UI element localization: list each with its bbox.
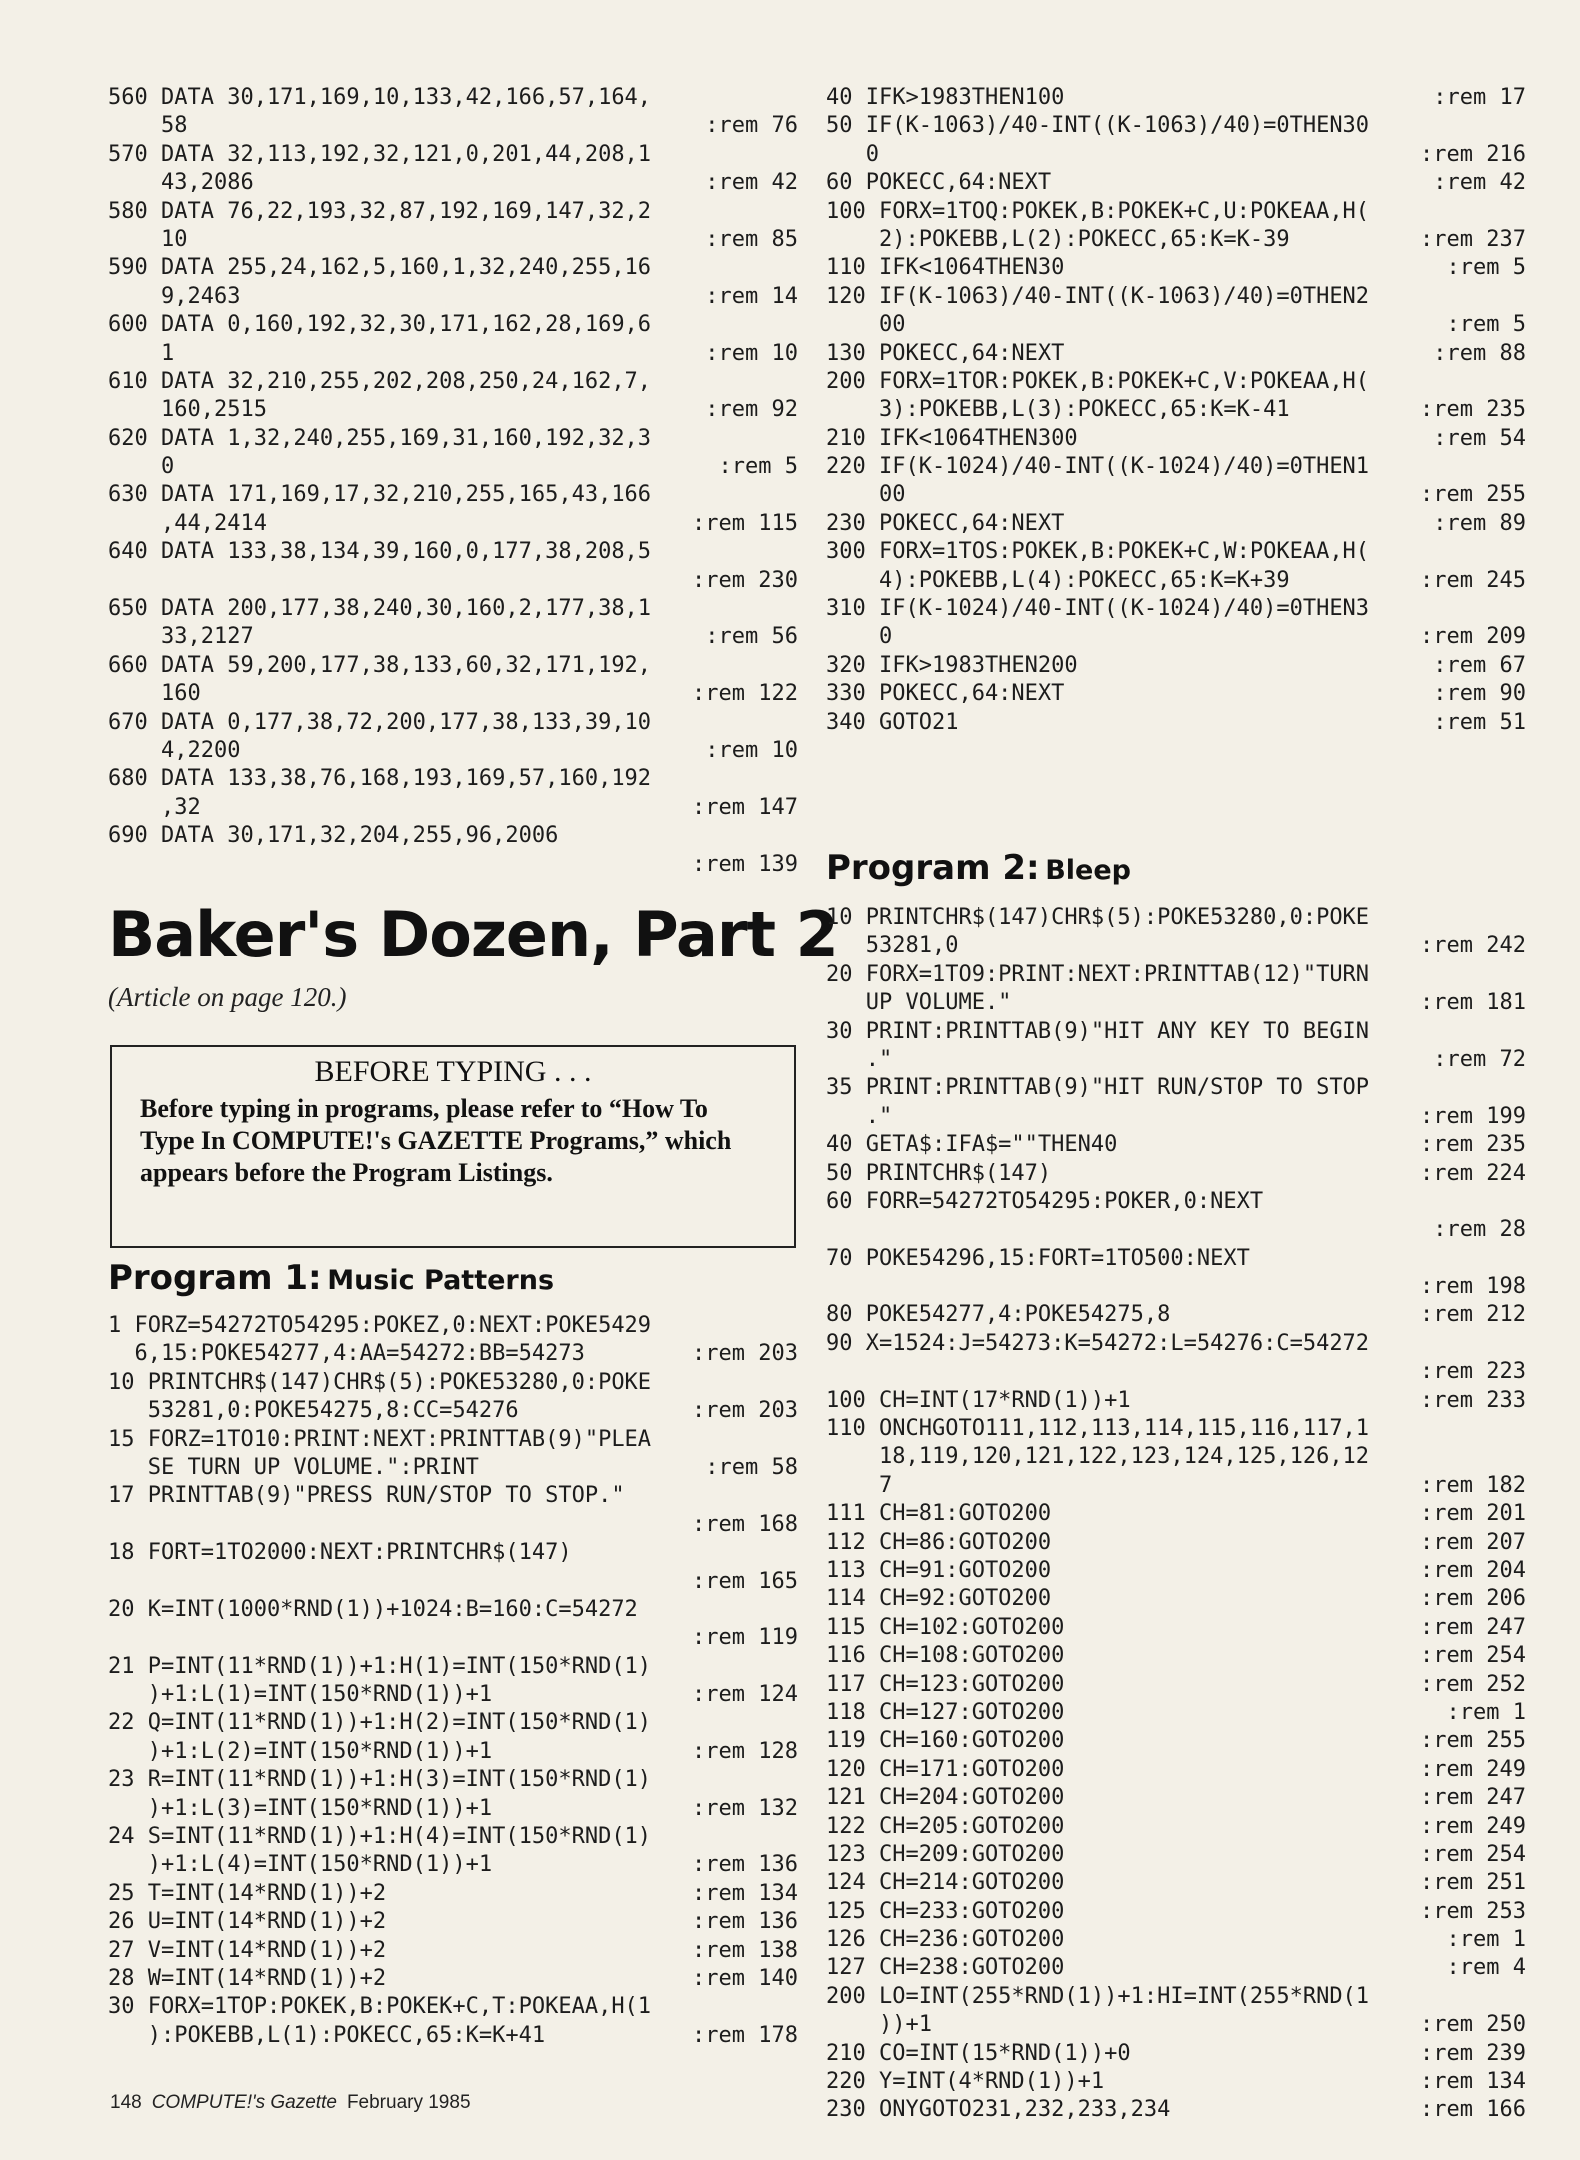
code-continuation: 2):POKEBB,L(2):POKECC,65:K=K-39 :rem 237	[826, 226, 1526, 254]
rem-checksum: :rem 254	[1420, 1841, 1526, 1867]
code-text: 230 POKECC,64:NEXT :rem 89	[826, 510, 1526, 538]
listing-line	[826, 1926, 1526, 1954]
code-text: 20 FORX=1TO9:PRINT:NEXT:PRINTTAB(12)"TURN	[826, 961, 1370, 987]
code-text: 680 DATA 133,38,76,168,193,169,57,160,192	[108, 766, 652, 792]
program1-label: Program 1:	[108, 1258, 322, 1298]
rem-checksum: :rem 122	[692, 681, 798, 707]
code-continuation: 1 :rem 10	[108, 340, 798, 368]
rem-checksum: :rem 42	[705, 170, 798, 196]
code-text: 320 IFK>1983THEN200 :rem 67	[826, 652, 1526, 680]
listing-line	[826, 1131, 1526, 1159]
rem-checksum: :rem 4	[1446, 1955, 1526, 1981]
code-continuation: 0 :rem 216	[826, 141, 1526, 169]
rem-checksum: :rem 201	[1420, 1501, 1526, 1527]
code-text: 210 CO=INT(15*RND(1))+0 :rem 239	[826, 2040, 1526, 2068]
listing-line	[108, 1709, 798, 1766]
code-text: 117 CH=123:GOTO200 :rem 252	[826, 1671, 1526, 1699]
code-text: 30 FORX=1TOP:POKEK,B:POKEK+C,T:POKEAA,H(1	[108, 1994, 652, 2020]
code-continuation: ." :rem 72	[826, 1046, 1526, 1074]
code-text: 600 DATA 0,160,192,32,30,171,162,28,169,6	[108, 312, 652, 338]
code-text: 25 T=INT(14*RND(1))+2 :rem 134	[108, 1880, 798, 1908]
magazine-name: COMPUTE!'s Gazette	[151, 2092, 337, 2113]
code-text: 220 IF(K-1024)/40-INT((K-1024)/40)=0THEN1	[826, 454, 1370, 480]
program1-listing	[108, 1312, 798, 2050]
rem-checksum: :rem 198	[1420, 1274, 1526, 1300]
rem-checksum: :rem 235	[1420, 1132, 1526, 1158]
code-continuation: 7 :rem 182	[826, 1472, 1526, 1500]
code-text: 210 IFK<1064THEN300 :rem 54	[826, 425, 1526, 453]
listing-line	[826, 1614, 1526, 1642]
code-text: 100 FORX=1TOQ:POKEK,B:POKEK+C,U:POKEAA,H(	[826, 198, 1370, 224]
program1-name: Music Patterns	[327, 1265, 555, 1296]
page-footer	[110, 2092, 471, 2114]
code-text: 200 LO=INT(255*RND(1))+1:HI=INT(255*RND(1	[826, 1983, 1370, 2009]
code-text: 690 DATA 30,171,32,204,255,96,2006	[108, 823, 559, 849]
listing-line	[826, 198, 1526, 255]
listing-line	[826, 169, 1526, 197]
rem-checksum: :rem 235	[1420, 397, 1526, 423]
rem-checksum: :rem 17	[1433, 85, 1526, 110]
program2-label: Program 2:	[826, 848, 1040, 888]
code-text: 120 IF(K-1063)/40-INT((K-1063)/40)=0THEN2	[826, 283, 1370, 309]
rem-checksum: :rem 5	[1446, 255, 1526, 281]
listing-line	[826, 1301, 1526, 1329]
rem-checksum: :rem 166	[1420, 2097, 1526, 2123]
rem-checksum: :rem 249	[1420, 1813, 1526, 1839]
code-text: 26 U=INT(14*RND(1))+2 :rem 136	[108, 1908, 798, 1936]
code-continuation: 53281,0 :rem 242	[826, 932, 1526, 960]
listing-line	[826, 340, 1526, 368]
listing-line	[108, 1426, 798, 1483]
listing-line	[108, 652, 798, 709]
listing-line	[826, 1869, 1526, 1897]
code-text: 650 DATA 200,177,38,240,30,160,2,177,38,1	[108, 596, 652, 622]
listing-line	[826, 709, 1526, 737]
listing-line	[826, 1727, 1526, 1755]
code-continuation: 10 :rem 85	[108, 226, 798, 254]
listing-line	[108, 1539, 798, 1596]
code-continuation: )+1:L(1)=INT(150*RND(1))+1 :rem 124	[108, 1681, 798, 1709]
code-text: 22 Q=INT(11*RND(1))+1:H(2)=INT(150*RND(1)	[108, 1710, 652, 1736]
code-text: 127 CH=238:GOTO200 :rem 4	[826, 1954, 1526, 1982]
rem-checksum: :rem 178	[692, 2022, 798, 2048]
listing-line	[826, 1756, 1526, 1784]
code-continuation: )+1:L(4)=INT(150*RND(1))+1 :rem 136	[108, 1851, 798, 1879]
listing-line	[108, 538, 798, 595]
code-text: 40 GETA$:IFA$=""THEN40 :rem 235	[826, 1131, 1526, 1159]
code-text: 340 GOTO21 :rem 51	[826, 709, 1526, 737]
rem-checksum: :rem 245	[1420, 567, 1526, 593]
code-text: 123 CH=209:GOTO200 :rem 254	[826, 1841, 1526, 1869]
listing-line	[108, 1596, 798, 1653]
code-text: 119 CH=160:GOTO200 :rem 255	[826, 1727, 1526, 1755]
rem-checksum: :rem 134	[692, 1880, 798, 1906]
listing-line	[108, 1653, 798, 1710]
listing-line	[826, 1529, 1526, 1557]
code-continuation: 6,15:POKE54277,4:AA=54272:BB=54273 :rem 203	[108, 1340, 798, 1368]
rem-checksum: :rem 134	[1420, 2069, 1526, 2095]
code-text: 24 S=INT(11*RND(1))+1:H(4)=INT(150*RND(1)	[108, 1824, 652, 1850]
code-text: 126 CH=236:GOTO200 :rem 1	[826, 1926, 1526, 1954]
listing-line	[108, 1937, 798, 1965]
code-continuation: 43,2086 :rem 42	[108, 169, 798, 197]
code-continuation	[826, 1273, 1526, 1301]
rem-checksum: :rem 76	[705, 113, 798, 139]
rem-checksum: :rem 209	[1420, 624, 1526, 650]
code-text: 10 PRINTCHR$(147)CHR$(5):POKE53280,0:POKE	[108, 1369, 652, 1395]
code-text: 125 CH=233:GOTO200 :rem 253	[826, 1898, 1526, 1926]
listing-line	[108, 822, 798, 879]
rem-checksum: :rem 88	[1433, 340, 1526, 366]
code-text: 18 FORT=1TO2000:NEXT:PRINTCHR$(147)	[108, 1540, 572, 1566]
code-text: 70 POKE54296,15:FORT=1TO500:NEXT	[826, 1245, 1250, 1271]
code-continuation: 00 :rem 255	[826, 481, 1526, 509]
listing-line	[826, 1813, 1526, 1841]
code-continuation: ." :rem 199	[826, 1103, 1526, 1131]
rem-checksum: :rem 239	[1420, 2040, 1526, 2066]
code-continuation: ,32 :rem 147	[108, 794, 798, 822]
rem-checksum: :rem 255	[1420, 1728, 1526, 1754]
code-text: 27 V=INT(14*RND(1))+2 :rem 138	[108, 1937, 798, 1965]
listing-line	[826, 904, 1526, 961]
listing-line	[826, 1954, 1526, 1982]
listing-line	[826, 1018, 1526, 1075]
listing-line	[826, 510, 1526, 538]
code-continuation	[108, 1624, 798, 1652]
code-continuation: 9,2463 :rem 14	[108, 283, 798, 311]
listing-line	[108, 595, 798, 652]
rem-checksum: :rem 5	[1446, 312, 1526, 338]
rem-checksum: :rem 85	[705, 226, 798, 252]
code-text: 330 POKECC,64:NEXT :rem 90	[826, 680, 1526, 708]
rem-checksum: :rem 207	[1420, 1529, 1526, 1555]
listing-line	[826, 1841, 1526, 1869]
rem-checksum: :rem 10	[705, 340, 798, 366]
listing-line	[108, 425, 798, 482]
code-continuation	[826, 1216, 1526, 1244]
listing-line	[108, 1369, 798, 1426]
rem-checksum: :rem 128	[692, 1738, 798, 1764]
code-text: 111 CH=81:GOTO200 :rem 201	[826, 1500, 1526, 1528]
rem-checksum: :rem 92	[705, 397, 798, 423]
listing-line	[826, 2068, 1526, 2096]
code-continuation: ,44,2414 :rem 115	[108, 510, 798, 538]
code-text: 110 IFK<1064THEN30 :rem 5	[826, 254, 1526, 282]
code-text: 122 CH=205:GOTO200 :rem 249	[826, 1813, 1526, 1841]
listing-line	[108, 765, 798, 822]
rem-checksum: :rem 212	[1420, 1302, 1526, 1328]
code-text: 1 FORZ=54272TO54295:POKEZ,0:NEXT:POKE5429	[108, 1313, 652, 1338]
listing-line	[108, 198, 798, 255]
code-continuation: ):POKEBB,L(1):POKECC,65:K=K+41 :rem 178	[108, 2022, 798, 2050]
code-continuation: UP VOLUME." :rem 181	[826, 989, 1526, 1017]
code-text: 124 CH=214:GOTO200 :rem 251	[826, 1869, 1526, 1897]
code-continuation: 0 :rem 5	[108, 453, 798, 481]
listing-line	[826, 1585, 1526, 1613]
listing-line	[108, 1993, 798, 2050]
rem-checksum: :rem 233	[1420, 1387, 1526, 1413]
code-text: 120 CH=171:GOTO200 :rem 249	[826, 1756, 1526, 1784]
rem-checksum: :rem 255	[1420, 482, 1526, 508]
listing-line	[826, 652, 1526, 680]
listing-line	[108, 1965, 798, 1993]
rem-checksum: :rem 242	[1420, 933, 1526, 959]
rem-checksum: :rem 224	[1420, 1160, 1526, 1186]
rem-checksum: :rem 1	[1446, 1927, 1526, 1953]
code-text: 115 CH=102:GOTO200 :rem 247	[826, 1614, 1526, 1642]
issue-date: February 1985	[346, 2092, 471, 2113]
rem-checksum: :rem 251	[1420, 1870, 1526, 1896]
program2-heading	[826, 848, 1131, 888]
code-continuation: 00 :rem 5	[826, 311, 1526, 339]
rem-checksum: :rem 253	[1420, 1898, 1526, 1924]
rem-checksum: :rem 168	[692, 1511, 798, 1537]
rem-checksum: :rem 89	[1433, 510, 1526, 536]
code-text: 610 DATA 32,210,255,202,208,250,24,162,7,	[108, 368, 652, 394]
rem-checksum: :rem 199	[1420, 1103, 1526, 1129]
rem-checksum: :rem 14	[705, 283, 798, 309]
code-text: 660 DATA 59,200,177,38,133,60,32,171,192,	[108, 652, 652, 678]
code-text: 200 FORX=1TOR:POKEK,B:POKEK+C,V:POKEAA,H(	[826, 368, 1370, 394]
code-text: 113 CH=91:GOTO200 :rem 204	[826, 1557, 1526, 1585]
rem-checksum: :rem 139	[692, 851, 798, 877]
rem-checksum: :rem 138	[692, 1937, 798, 1963]
rem-checksum: :rem 119	[692, 1625, 798, 1651]
listing-line	[826, 254, 1526, 282]
code-continuation: )+1:L(3)=INT(150*RND(1))+1 :rem 132	[108, 1795, 798, 1823]
listing-line	[108, 141, 798, 198]
program2-name: Bleep	[1045, 855, 1131, 886]
listing-line	[826, 680, 1526, 708]
rem-checksum: :rem 140	[692, 1965, 798, 1991]
listing-line	[826, 112, 1526, 169]
listing-line	[826, 1188, 1526, 1245]
listing-line	[826, 1784, 1526, 1812]
rem-checksum: :rem 206	[1420, 1586, 1526, 1612]
code-continuation: 58 :rem 76	[108, 112, 798, 140]
listing-line	[108, 1766, 798, 1823]
code-text: 50 IF(K-1063)/40-INT((K-1063)/40)=0THEN30	[826, 113, 1370, 139]
code-continuation: 3):POKEBB,L(3):POKECC,65:K=K-41 :rem 235	[826, 396, 1526, 424]
listing-line	[826, 1160, 1526, 1188]
rem-checksum: :rem 28	[1433, 1217, 1526, 1243]
code-text: 35 PRINT:PRINTTAB(9)"HIT RUN/STOP TO STOP	[826, 1075, 1370, 1101]
code-text: 30 PRINT:PRINTTAB(9)"HIT ANY KEY TO BEGIN	[826, 1018, 1370, 1044]
listing-line	[826, 283, 1526, 340]
rem-checksum: :rem 223	[1420, 1359, 1526, 1385]
rem-checksum: :rem 56	[705, 624, 798, 650]
code-text: 590 DATA 255,24,162,5,160,1,32,240,255,16	[108, 255, 652, 281]
listing-line	[826, 1699, 1526, 1727]
listing-line	[108, 1880, 798, 1908]
rem-checksum: :rem 124	[692, 1682, 798, 1708]
rem-checksum: :rem 10	[705, 737, 798, 763]
code-text: 21 P=INT(11*RND(1))+1:H(1)=INT(150*RND(1)	[108, 1653, 652, 1679]
code-text: 60 FORR=54272TO54295:POKER,0:NEXT	[826, 1188, 1264, 1214]
code-text: 640 DATA 133,38,134,39,160,0,177,38,208,5	[108, 539, 652, 565]
code-text: 40 IFK>1983THEN100 :rem 17	[826, 84, 1526, 112]
code-text: 118 CH=127:GOTO200 :rem 1	[826, 1699, 1526, 1727]
rem-checksum: :rem 1	[1446, 1699, 1526, 1725]
rem-checksum: :rem 237	[1420, 226, 1526, 252]
rem-checksum: :rem 51	[1433, 709, 1526, 735]
rem-checksum: :rem 132	[692, 1795, 798, 1821]
listing-line	[108, 1823, 798, 1880]
code-text: 116 CH=108:GOTO200 :rem 254	[826, 1642, 1526, 1670]
rem-checksum: :rem 42	[1433, 170, 1526, 196]
data-listing	[108, 84, 798, 879]
rem-checksum: :rem 54	[1433, 425, 1526, 451]
rem-checksum: :rem 147	[692, 794, 798, 820]
rem-checksum: :rem 67	[1433, 652, 1526, 678]
listing-line	[108, 709, 798, 766]
listing-line	[826, 538, 1526, 595]
code-text: 630 DATA 171,169,17,32,210,255,165,43,166	[108, 482, 652, 508]
listing-line	[826, 2096, 1526, 2124]
listing-line	[826, 1671, 1526, 1699]
code-text: 114 CH=92:GOTO200 :rem 206	[826, 1585, 1526, 1613]
listing-line	[826, 1387, 1526, 1415]
code-text: 23 R=INT(11*RND(1))+1:H(3)=INT(150*RND(1)	[108, 1767, 652, 1793]
rem-checksum: :rem 181	[1420, 990, 1526, 1016]
listing-line	[108, 1312, 798, 1369]
code-text: 670 DATA 0,177,38,72,200,177,38,133,39,10	[108, 709, 652, 735]
code-text: 620 DATA 1,32,240,255,169,31,160,192,32,3	[108, 425, 652, 451]
rem-checksum: :rem 58	[705, 1454, 798, 1480]
listing-line	[826, 1415, 1526, 1500]
code-continuation	[108, 851, 798, 879]
listing-line	[108, 481, 798, 538]
code-text: 220 Y=INT(4*RND(1))+1 :rem 134	[826, 2068, 1526, 2096]
code-text: 50 PRINTCHR$(147) :rem 224	[826, 1160, 1526, 1188]
code-continuation	[108, 567, 798, 595]
listing-line	[826, 1898, 1526, 1926]
rem-checksum: :rem 136	[692, 1909, 798, 1935]
rem-checksum: :rem 203	[692, 1341, 798, 1367]
program1-heading	[108, 1258, 554, 1298]
code-continuation: 18,119,120,121,122,123,124,125,126,12	[826, 1444, 1370, 1470]
listing-line	[826, 1642, 1526, 1670]
code-continuation	[108, 1568, 798, 1596]
code-continuation: 160,2515 :rem 92	[108, 396, 798, 424]
code-continuation	[108, 1511, 798, 1539]
listing-line	[826, 2040, 1526, 2068]
rem-checksum: :rem 136	[692, 1852, 798, 1878]
box-heading: BEFORE TYPING . . .	[314, 1055, 592, 1088]
rem-checksum: :rem 115	[692, 510, 798, 536]
rem-checksum: :rem 247	[1420, 1614, 1526, 1640]
code-continuation: )+1:L(2)=INT(150*RND(1))+1 :rem 128	[108, 1738, 798, 1766]
listing-line	[826, 961, 1526, 1018]
code-continuation: 33,2127 :rem 56	[108, 623, 798, 651]
code-text: 310 IF(K-1024)/40-INT((K-1024)/40)=0THEN3	[826, 596, 1370, 622]
code-text: 80 POKE54277,4:POKE54275,8 :rem 212	[826, 1301, 1526, 1329]
code-continuation: 53281,0:POKE54275,8:CC=54276 :rem 203	[108, 1397, 798, 1425]
listing-line	[108, 1908, 798, 1936]
article-title: Baker's Dozen, Part 2	[108, 898, 838, 971]
rem-checksum: :rem 216	[1420, 141, 1526, 167]
code-continuation: 4):POKEBB,L(4):POKECC,65:K=K+39 :rem 245	[826, 567, 1526, 595]
listing-line	[826, 84, 1526, 112]
listing-line	[826, 368, 1526, 425]
rem-checksum: :rem 252	[1420, 1671, 1526, 1697]
rem-checksum: :rem 230	[692, 567, 798, 593]
listing-line	[826, 425, 1526, 453]
before-typing-box	[110, 1045, 796, 1248]
listing-line	[826, 595, 1526, 652]
rem-checksum: :rem 204	[1420, 1557, 1526, 1583]
code-text: 580 DATA 76,22,193,32,87,192,169,147,32,2	[108, 198, 652, 224]
listing-line	[826, 1500, 1526, 1528]
rem-checksum: :rem 254	[1420, 1643, 1526, 1669]
code-continuation: 160 :rem 122	[108, 680, 798, 708]
code-continuation	[826, 1358, 1526, 1386]
listing-line	[108, 254, 798, 311]
rem-checksum: :rem 182	[1420, 1472, 1526, 1498]
code-continuation: ))+1 :rem 250	[826, 2011, 1526, 2039]
rem-checksum: :rem 72	[1433, 1046, 1526, 1072]
listing-line	[826, 453, 1526, 510]
box-text: Before typing in programs, please refer to “How To Type In COMPUTE!'s GAZETTE Programs,” which appears before the Program Listings.	[140, 1094, 732, 1187]
listing-line	[108, 311, 798, 368]
code-continuation: 4,2200 :rem 10	[108, 737, 798, 765]
code-continuation: SE TURN UP VOLUME.":PRINT :rem 58	[108, 1454, 798, 1482]
code-text: 110 ONCHGOTO111,112,113,114,115,116,117,1	[826, 1416, 1370, 1442]
code-text: 130 POKECC,64:NEXT :rem 88	[826, 340, 1526, 368]
rem-checksum: :rem 5	[718, 454, 798, 480]
rem-checksum: :rem 90	[1433, 681, 1526, 707]
rem-checksum: :rem 249	[1420, 1756, 1526, 1782]
program2-listing	[826, 904, 1526, 2125]
code-text: 10 PRINTCHR$(147)CHR$(5):POKE53280,0:POKE	[826, 905, 1370, 930]
code-text: 100 CH=INT(17*RND(1))+1 :rem 233	[826, 1387, 1526, 1415]
article-byline: (Article on page 120.)	[108, 982, 347, 1012]
code-text: 230 ONYGOTO231,232,233,234 :rem 166	[826, 2096, 1526, 2124]
code-text: 17 PRINTTAB(9)"PRESS RUN/STOP TO STOP."	[108, 1483, 625, 1509]
code-text: 28 W=INT(14*RND(1))+2 :rem 140	[108, 1965, 798, 1993]
code-text: 90 X=1524:J=54273:K=54272:L=54276:C=54272	[826, 1330, 1370, 1356]
code-text: 20 K=INT(1000*RND(1))+1024:B=160:C=54272	[108, 1596, 638, 1622]
listing-line	[826, 1245, 1526, 1302]
page-number: 148	[110, 2092, 142, 2113]
code-text: 121 CH=204:GOTO200 :rem 247	[826, 1784, 1526, 1812]
code-continuation: 0 :rem 209	[826, 623, 1526, 651]
listing-line	[826, 1983, 1526, 2040]
listing-line	[826, 1330, 1526, 1387]
rem-checksum: :rem 165	[692, 1568, 798, 1594]
code-text: 300 FORX=1TOS:POKEK,B:POKEK+C,W:POKEAA,H(	[826, 539, 1370, 565]
listing-line	[108, 84, 798, 141]
code-text: 560 DATA 30,171,169,10,133,42,166,57,164,	[108, 85, 652, 110]
listing-line	[826, 1074, 1526, 1131]
listing-line	[826, 1557, 1526, 1585]
rem-checksum: :rem 250	[1420, 2012, 1526, 2038]
code-text: 60 POKECC,64:NEXT :rem 42	[826, 169, 1526, 197]
code-text: 112 CH=86:GOTO200 :rem 207	[826, 1529, 1526, 1557]
listing-line	[108, 368, 798, 425]
code-text: 15 FORZ=1TO10:PRINT:NEXT:PRINTTAB(9)"PLEA	[108, 1426, 652, 1452]
rem-checksum: :rem 203	[692, 1398, 798, 1424]
listing-line	[108, 1482, 798, 1539]
rem-checksum: :rem 247	[1420, 1785, 1526, 1811]
code-text: 570 DATA 32,113,192,32,121,0,201,44,208,1	[108, 141, 652, 167]
continued-listing	[826, 84, 1526, 737]
